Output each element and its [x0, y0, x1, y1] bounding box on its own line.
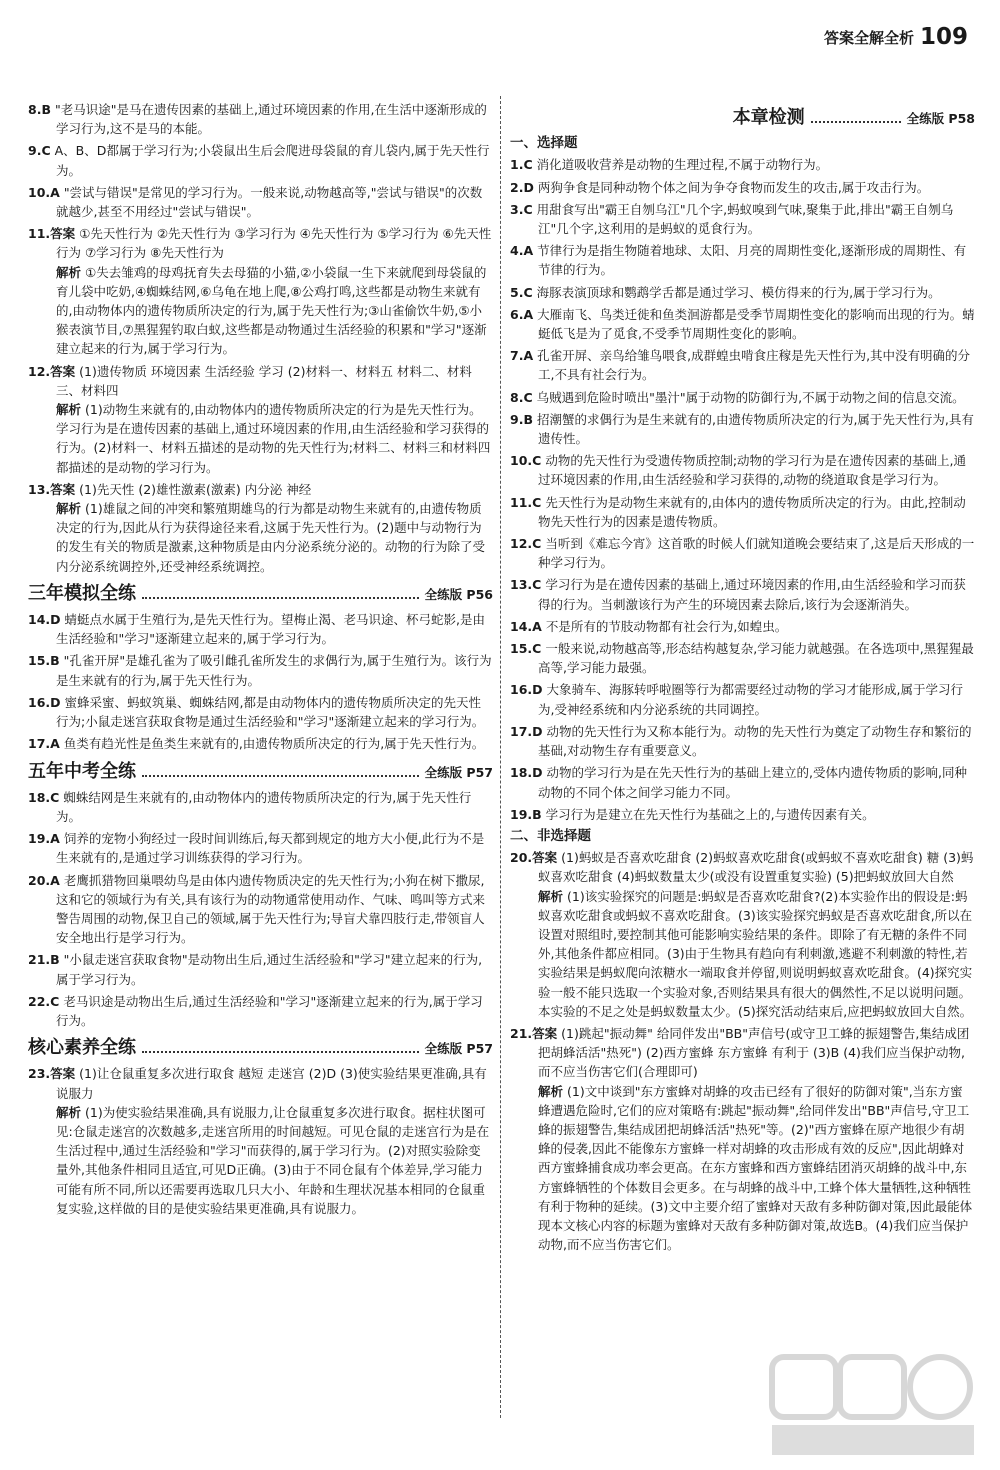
- section-title: 核心素养全练: [28, 1037, 136, 1059]
- item-number: 10.A: [28, 184, 60, 200]
- item-number: 9.B: [510, 411, 533, 427]
- item-text: 先天性行为是动物生来就有的,由体内的遗传物质所决定的行为。由此,控制动物先天性行为的因素是遗传物质。: [538, 494, 966, 529]
- item-text: 大象骑车、海豚转呼啦圈等行为都需要经过动物的学习才能形成,属于学习行为,受神经系统和内分泌系统的共同调控。: [538, 682, 963, 717]
- item-number: 9.C: [28, 143, 51, 159]
- left-top-items: [28, 100, 493, 576]
- section-title: 五年中考全练: [28, 760, 136, 782]
- answer-item: [510, 388, 975, 407]
- section-header-wunian: [28, 762, 493, 782]
- answer-item: [510, 848, 975, 1021]
- answer-item: [28, 362, 493, 477]
- item-number: 20.答案: [510, 850, 558, 866]
- item-text: 招潮蟹的求偶行为是生来就有的,由遗传物质所决定的行为,属于先天性行为,具有遗传性。: [536, 411, 974, 447]
- item-text: A、B、D都属于学习行为;小袋鼠出生后会爬进母袋鼠的育儿袋内,属于先天性行为。: [54, 143, 490, 178]
- item-number: 10.C: [510, 453, 542, 469]
- item-text: (1)遗传物质 环境因素 生活经验 学习 (2)材料一、材料五 材料二、材料三、材料四: [56, 363, 472, 398]
- answer-item: [28, 871, 493, 948]
- analysis-label: 解析: [56, 501, 82, 517]
- item-number: 19.B: [510, 806, 542, 822]
- item-text: 老鹰抓猎物回巢喂幼鸟是由体内遗传物质决定的先天性行为;小狗在树下撒尿,这和它的领域行为有关,具有该行为的动物通常使用动作、气味、鸣叫等方式来警告周围的动物,保卫自己的领域,属于先天性行为;导盲犬靠四肢行走,带领盲人安全地出行是学习行为。: [56, 872, 485, 946]
- answer-item: [28, 693, 493, 731]
- item-number: 17.A: [28, 736, 60, 752]
- item-text: 学习行为是建立在先天性行为基础之上的,与遗传因素有关。: [545, 806, 875, 822]
- analysis-label: 解析: [56, 1104, 82, 1120]
- item-number: 1.C: [510, 157, 533, 173]
- section-header-hexin: [28, 1038, 493, 1058]
- analysis-text: (1)动物生来就有的,由动物体内的遗传物质所决定的行为是先天性行为。学习行为是在遗传因素的基础上,通过环境因素的作用,由生活经验和学习获得的行为。(2)材料一、材料五描述的是动物的先天性行为;材料二、材料三和材料四都描述的是动物的学习行为。: [56, 402, 491, 475]
- answer-item: [28, 183, 493, 221]
- left-column: [28, 100, 493, 1221]
- section-title: 三年模拟全练: [28, 582, 136, 604]
- answer-item: [510, 534, 975, 572]
- item-number: 19.A: [28, 831, 60, 847]
- item-number: 16.D: [28, 694, 61, 710]
- answer-item: [510, 155, 975, 174]
- answer-item: [510, 639, 975, 677]
- item-text: 大雁南飞、鸟类迁徙和鱼类洄游都是受季节周期性变化的影响而出现的行为。蜻蜓低飞是为了觅食,不受季节周期性变化的影响。: [537, 306, 975, 342]
- answer-item: [510, 346, 975, 384]
- answer-item: [28, 788, 493, 826]
- answer-item: [28, 734, 493, 753]
- item-text: 饲养的宠物小狗经过一段时间训练后,每天都到规定的地方大小便,此行为不是生来就有的,是通过学习训练获得的学习行为。: [56, 831, 485, 866]
- right-column: [510, 100, 975, 1257]
- item-number: 13.C: [510, 577, 542, 593]
- analysis-label: 解析: [56, 264, 82, 280]
- item-number: 2.D: [510, 179, 534, 195]
- analysis-label: 解析: [56, 402, 82, 418]
- item-text: 动物的先天性行为受遗传物质控制;动物的学习行为是在遗传因素的基础上,通过环境因素的作用,由生活经验和学习获得的,动物的绕道取食是学习行为。: [538, 453, 966, 488]
- answer-item: [510, 1024, 975, 1254]
- item-text: 不是所有的节肢动物都有社会行为,如蝗虫。: [545, 618, 788, 634]
- item-text: 孔雀开屏、亲鸟给雏鸟喂食,成群蝗虫啃食庄稼是先天性行为,其中没有明确的分工,不具有社会行为。: [537, 348, 971, 383]
- item-number: 21.答案: [510, 1025, 558, 1041]
- answer-item: [28, 829, 493, 867]
- item-number: 15.B: [28, 653, 60, 669]
- answer-item: [510, 805, 975, 824]
- item-text: "孔雀开屏"是雄孔雀为了吸引雌孔雀所发生的求偶行为,属于生殖行为。该行为是生来就有的行为,属于先天性行为。: [56, 653, 492, 688]
- item-number: 4.A: [510, 243, 534, 259]
- page-number: 109: [919, 24, 968, 50]
- header-title: 答案全解全析: [823, 28, 914, 47]
- answer-item: [28, 480, 493, 576]
- answer-item: [28, 141, 493, 179]
- item-text: 蜘蛛结网是生来就有的,由动物体内的遗传物质所决定的行为,属于先天性行为。: [56, 789, 472, 824]
- answer-item: [510, 493, 975, 531]
- item-number: 12.C: [510, 536, 542, 552]
- item-number: 20.A: [28, 872, 60, 888]
- answer-item: [510, 722, 975, 760]
- answer-item: [510, 680, 975, 718]
- choice-items: [510, 155, 975, 824]
- item-text: 蜜蜂采蜜、蚂蚁筑巢、蜘蛛结网,都是由动物体内的遗传物质所决定的先天性行为;小鼠走迷宫获取食物是通过生活经验和"学习"逐渐建立起来的学习行为。: [56, 694, 485, 730]
- section-title: 本章检测: [732, 107, 805, 128]
- item-text: "小鼠走迷宫获取食物"是动物出生后,通过生活经验和"学习"建立起来的行为,属于学习行为。: [56, 952, 483, 987]
- dotted-leader: [811, 121, 901, 123]
- section-ref: 全练版 P57: [424, 1041, 493, 1057]
- answer-item: [510, 178, 975, 197]
- item-number: 14.D: [28, 612, 61, 628]
- item-number: 7.A: [510, 348, 534, 364]
- item-text: 当听到《难忘今宵》这首歌的时候人们就知道晚会要结束了,这是后天形成的一种学习行为。: [538, 536, 975, 571]
- item-number: 8.C: [510, 389, 533, 405]
- item-number: 3.C: [510, 201, 533, 217]
- item-text: (1)跳起"振动舞" 给同伴发出"BB"声信号(或守卫工蜂的振翅警告,集结成团把胡蜂活活"热死") (2)西方蜜蜂 东方蜜蜂 有利于 (3)B (4)我们应当保护动物,而不应当伤害它们(合理即可): [538, 1025, 970, 1080]
- item-number: 13.答案: [28, 481, 76, 497]
- answer-item: [510, 241, 975, 279]
- item-text: 一般来说,动物越高等,形态结构越复杂,学习能力就越强。在各选项中,黑猩猩最高等,学习能力最强。: [538, 641, 974, 676]
- item-text: "尝试与错误"是常见的学习行为。一般来说,动物越高等,"尝试与错误"的次数就越少,甚至不用经过"尝试与错误"。: [56, 184, 483, 220]
- item-number: 12.答案: [28, 363, 76, 379]
- item-text: 两狗争食是同种动物个体之间为争夺食物而发生的攻击,属于攻击行为。: [537, 179, 930, 195]
- item-text: 节律行为是指生物随着地球、太阳、月亮的周期性变化,逐渐形成的周期性、有节律的行为。: [537, 243, 967, 278]
- answer-item: [28, 651, 493, 689]
- item-text: 蜻蜓点水属于生殖行为,是先天性行为。望梅止渴、老马识途、杯弓蛇影,是由生活经验和"学习"逐渐建立起来的,属于学习行为。: [56, 612, 485, 647]
- answer-item: [28, 100, 493, 138]
- item-text: (1)让仓鼠重复多次进行取食 越短 走迷宫 (2)D (3)使实验结果更准确,具有说服力: [56, 1066, 487, 1101]
- item-number: 5.C: [510, 284, 533, 300]
- item-number: 15.C: [510, 641, 542, 657]
- item-text: 鱼类有趋光性是鱼类生来就有的,由遗传物质所决定的行为,属于先天性行为。: [63, 736, 485, 752]
- sannian-items: [28, 610, 493, 753]
- item-number: 22.C: [28, 993, 60, 1009]
- analysis-text: (1)该实验探究的问题是:蚂蚁是否喜欢吃甜食?(2)本实验作出的假设是:蚂蚁喜欢吃甜食或蚂蚁不喜欢吃甜食。(3)该实验探究蚂蚁是否喜欢吃甜食,所以在设置对照组时,要控制其他可能影响实验结果的条件。即除了有无糖的条件不同外,其他条件都应相同。(3)由于生物具有趋向有利刺激,逃避不利刺激的特性,若实验结果是蚂蚁爬向浓糖水一端取食并停留,则说明蚂蚁喜欢吃甜食。(4)探究实验一般不能只选取一个实验对象,否则结果具有很大的偶然性,不足以说明问题。本实验的不足之处是蚂蚁数量太少。(5)探究活动结束后,应把蚂蚁放回大自然。: [538, 888, 973, 1019]
- analysis-label: 解析: [538, 888, 564, 904]
- nonchoice-items: [510, 848, 975, 1254]
- page-header: [824, 24, 968, 50]
- item-text: 用甜食写出"霸王自刎乌江"几个字,蚂蚁嗅到气味,聚集于此,排出"霸王自刎乌江"几个字,这利用的是蚂蚁的觅食行为。: [536, 201, 954, 237]
- answer-item: [510, 763, 975, 801]
- section-ref: 全练版 P56: [424, 586, 493, 602]
- item-number: 18.C: [28, 789, 60, 805]
- item-text: 老马识途是动物出生后,通过生活经验和"学习"逐渐建立起来的行为,属于学习行为。: [56, 993, 483, 1028]
- answer-item: [510, 283, 975, 302]
- item-text: "老马识途"是马在遗传因素的基础上,通过环境因素的作用,在生活中逐渐形成的学习行为,这不是马的本能。: [54, 102, 487, 137]
- answer-item: [28, 610, 493, 648]
- column-divider: [500, 96, 501, 1418]
- item-text: 动物的先天性行为又称本能行为。动物的先天性行为奠定了动物生存和繁衍的基础,对动物生存有重要意义。: [538, 723, 972, 759]
- answer-item: [28, 992, 493, 1030]
- answer-item: [28, 1064, 493, 1218]
- item-text: (1)先天性 (2)雄性激素(激素) 内分泌 神经: [79, 481, 312, 497]
- section-ref: 全练版 P58: [906, 111, 975, 126]
- answer-item: [510, 451, 975, 489]
- answer-item: [510, 200, 975, 238]
- item-text: (1)蚂蚁是否喜欢吃甜食 (2)蚂蚁喜欢吃甜食(或蚂蚁不喜欢吃甜食) 糖 (3)蚂蚁喜欢吃甜食 (4)蚂蚁数量太少(或没有设置重复实验) (5)把蚂蚁放回大自然: [538, 850, 974, 885]
- dotted-leader: [142, 775, 419, 777]
- answer-item: [510, 410, 975, 448]
- analysis-text: (1)雄鼠之间的冲突和繁殖期雄鸟的行为都是动物生来就有的,由遗传物质决定的行为,因此从行为获得途径来看,这属于先天性行为。(2)题中与动物行为的发生有关的物质是激素,这种物质是由内分泌系统分泌的。动物的行为除了受内分泌系统调控外,还受神经系统调控。: [56, 501, 485, 574]
- item-number: 14.A: [510, 618, 542, 634]
- analysis-text: (1)为使实验结果准确,具有说服力,让仓鼠重复多次进行取食。据柱状图可见:仓鼠走迷宫的次数越多,走迷宫所用的时间越短。可见仓鼠的走迷宫行为是在生活过程中,通过生活经验和"学习"而获得的,属于学习行为。(2)对照实验除变量外,其他条件相同且适宜,可见D正确。(3)由于不同仓鼠有个体差异,学习能力可能有所不同,所以还需要再选取几只大小、年龄和生理状况基本相同的仓鼠重复实验,这样做的目的是使实验结果更准确,具有说服力。: [56, 1104, 490, 1216]
- analysis-label: 解析: [538, 1083, 564, 1099]
- item-text: 海豚表演顶球和鹦鹉学舌都是通过学习、模仿得来的行为,属于学习行为。: [536, 284, 941, 300]
- watermark-logo: [768, 1353, 978, 1458]
- dotted-leader: [142, 597, 419, 599]
- item-text: 动物的学习行为是在先天性行为的基础上建立的,受体内遗传物质的影响,同种动物的不同个体之间学习能力不同。: [538, 765, 967, 800]
- item-number: 11.答案: [28, 226, 76, 242]
- item-number: 16.D: [510, 682, 543, 698]
- wunian-items: [28, 788, 493, 1030]
- answer-item: [28, 224, 493, 358]
- item-number: 6.A: [510, 306, 534, 322]
- item-text: 学习行为是在遗传因素的基础上,通过环境因素的作用,由生活经验和学习而获得的行为。当刺激该行为产生的环境因素去除后,该行为会逐渐消失。: [538, 577, 966, 612]
- item-number: 17.D: [510, 723, 543, 739]
- analysis-text: ①失去雏鸡的母鸡抚育失去母猫的小猫,②小袋鼠一生下来就爬到母袋鼠的育儿袋中吃奶,④蜘蛛结网,⑥乌龟在地上爬,⑧公鸡打鸣,这些都是动物生来就有的,由动物体内的遗传物质所决定的行为,属于先天性行为;③山雀偷饮牛奶,⑤小猴表演节目,⑦黑猩猩钓取白蚁,这些都是动物通过生活经验的积累和"学习"逐渐建立起来的行为,属于学习行为。: [56, 264, 487, 357]
- section-header-sannian: [28, 584, 493, 604]
- section-ref: 全练版 P57: [424, 764, 493, 780]
- part-heading-choice: 一、选择题: [510, 135, 578, 152]
- item-number: 11.C: [510, 494, 542, 510]
- item-number: 18.D: [510, 765, 543, 781]
- answer-item: [510, 305, 975, 343]
- item-number: 21.B: [28, 952, 60, 968]
- item-text: ①先天性行为 ②先天性行为 ③学习行为 ④先天性行为 ⑤学习行为 ⑥先天性行为 ⑦学习行为 ⑧先天性行为: [56, 226, 492, 261]
- hexin-items: [28, 1064, 493, 1218]
- answer-item: [28, 950, 493, 988]
- dotted-leader: [142, 1051, 419, 1053]
- answer-item: [510, 617, 975, 636]
- analysis-text: (1)文中谈到"东方蜜蜂对胡蜂的攻击已经有了很好的防御对策",当东方蜜蜂遭遇危险时,它们的应对策略有:跳起"振动舞",给同伴发出"BB"声信号,守卫工蜂的振翅警告,集结成团把胡蜂活活"热死"等。(2)"西方蜜蜂在原产地很少有胡蜂的侵袭,因此不能像东方蜜蜂一样对胡蜂的攻击形成有效的反应",因此胡蜂对西方蜜蜂捕食成功率会更高。在东方蜜蜂和西方蜜蜂结团消灭胡蜂的战斗中,东方蜜蜂牺牲的个体数目会更多。在与胡蜂的战斗中,工蜂个体大量牺牲,这种牺牲有利于物种的延续。(3)文中主要介绍了蜜蜂对天敌有多种防御对策,因此最能体现本文核心内容的标题为蜜蜂对天敌有多种防御对策,故选B。(4)我们应当保护动物,而不应当伤害它们。: [538, 1083, 973, 1253]
- section-header-benzhang: [510, 108, 975, 128]
- item-text: 乌贼遇到危险时喷出"墨汁"属于动物的防御行为,不属于动物之间的信息交流。: [536, 389, 965, 405]
- item-text: 消化道吸收营养是动物的生理过程,不属于动物行为。: [536, 157, 829, 173]
- answer-item: [510, 575, 975, 613]
- item-number: 23.答案: [28, 1066, 76, 1082]
- part-heading-nonchoice: 二、非选择题: [510, 827, 591, 844]
- item-number: 8.B: [28, 102, 51, 117]
